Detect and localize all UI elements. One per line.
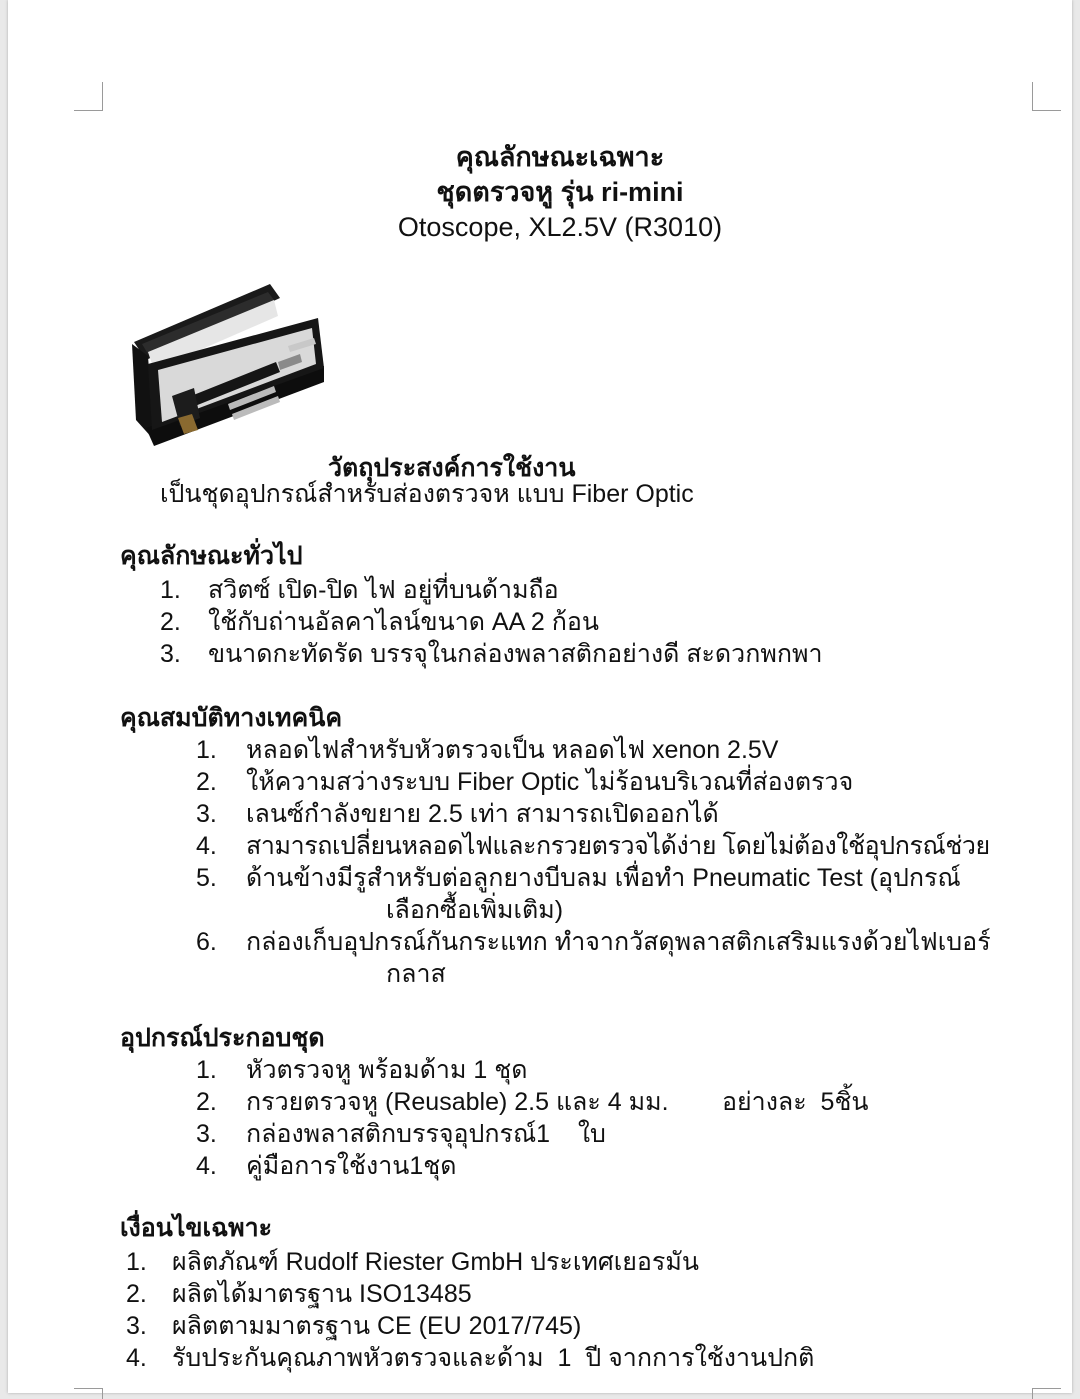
list-number: 4.	[126, 1344, 147, 1372]
list-text: ด้านข้างมีรูสำหรับต่อลูกยางบีบลม เพื่อทำ Pneumatic Test (อุปกรณ์	[246, 864, 961, 892]
list-text: ผลิตตามมาตรฐาน CE (EU 2017/745)	[172, 1312, 582, 1340]
purpose-heading: วัตถุประสงค์การใช้งาน	[328, 454, 576, 482]
purpose-text: เป็นชุดอุปกรณ์สำหรับส่องตรวจห แบบ Fiber Optic	[160, 480, 694, 508]
margin-mark-bottom-right	[1032, 1388, 1061, 1399]
list-text: ให้ความสว่างระบบ Fiber Optic ไม่ร้อนบริเวณที่ส่องตรวจ	[246, 768, 854, 796]
doc-title: คุณลักษณะเฉพาะ	[455, 142, 665, 172]
list-text: หลอดไฟสำหรับหัวตรวจเป็น หลอดไฟ xenon 2.5V	[246, 736, 779, 764]
list-text: สามารถเปลี่ยนหลอดไฟและกรวยตรวจได้ง่าย โดยไม่ต้องใช้อุปกรณ์ช่วย	[246, 832, 990, 860]
doc-subtitle-product: Otoscope, XL2.5V (R3010)	[397, 212, 723, 242]
list-number: 4.	[196, 1152, 217, 1180]
list-number: 3.	[196, 1120, 217, 1148]
list-text: กล่องเก็บอุปกรณ์กันกระแทก ทำจากวัสดุพลาสติกเสริมแรงด้วยไฟเบอร์	[246, 928, 991, 956]
doc-subtitle-model: ชุดตรวจหู รุ่น ri-mini	[436, 177, 684, 207]
list-number: 6.	[196, 928, 217, 956]
list-number: 4.	[196, 832, 217, 860]
list-number: 1.	[160, 576, 181, 604]
list-text: กล่องพลาสติกบรรจุอุปกรณ์1 ใบ	[246, 1120, 606, 1148]
list-text: หัวตรวจหู พร้อมด้าม 1 ชุด	[246, 1056, 528, 1084]
list-text: กรวยตรวจหู (Reusable) 2.5 และ 4 มม.	[246, 1088, 669, 1116]
margin-mark-top-right	[1032, 82, 1061, 111]
list-number: 2.	[196, 1088, 217, 1116]
list-number: 2.	[160, 608, 181, 636]
list-text: รับประกันคุณภาพหัวตรวจและด้าม 1 ปี จากการใช้งานปกติ	[172, 1344, 815, 1372]
list-text: ใช้กับถ่านอัลคาไลน์ขนาด AA 2 ก้อน	[208, 608, 599, 636]
accessories-heading: อุปกรณ์ประกอบชุด	[120, 1024, 325, 1052]
list-text: คู่มือการใช้งาน1ชุด	[246, 1152, 457, 1180]
list-number: 2.	[126, 1280, 147, 1308]
conditions-heading: เงื่อนไขเฉพาะ	[120, 1214, 273, 1242]
list-number: 1.	[126, 1248, 147, 1276]
list-text: สวิตซ์ เปิด-ปิด ไฟ อยู่ที่บนด้ามถือ	[208, 576, 559, 604]
list-number: 3.	[160, 640, 181, 668]
list-text: ขนาดกะทัดรัด บรรจุในกล่องพลาสติกอย่างดี สะดวกพกพา	[208, 640, 823, 668]
list-text: ผลิตได้มาตรฐาน ISO13485	[172, 1280, 472, 1308]
list-text-continuation: กลาส	[386, 960, 446, 988]
general-heading: คุณลักษณะทั่วไป	[120, 542, 303, 570]
list-number: 2.	[196, 768, 217, 796]
list-number: 1.	[196, 1056, 217, 1084]
list-number: 5.	[196, 864, 217, 892]
margin-mark-top-left	[74, 82, 103, 111]
list-text-continuation: เลือกซื้อเพิ่มเติม)	[386, 896, 564, 924]
list-number: 3.	[126, 1312, 147, 1340]
otoscope-case-image	[128, 280, 328, 460]
technical-heading: คุณสมบัติทางเทคนิค	[120, 704, 343, 732]
list-quantity: อย่างละ 5ชิ้น	[722, 1088, 869, 1116]
list-number: 1.	[196, 736, 217, 764]
margin-mark-bottom-left	[74, 1388, 103, 1399]
list-number: 3.	[196, 800, 217, 828]
list-text: ผลิตภัณฑ์ Rudolf Riester GmbH ประเทศเยอรมัน	[172, 1248, 699, 1276]
list-text: เลนซ์กำลังขยาย 2.5 เท่า สามารถเปิดออกได้	[246, 800, 719, 828]
